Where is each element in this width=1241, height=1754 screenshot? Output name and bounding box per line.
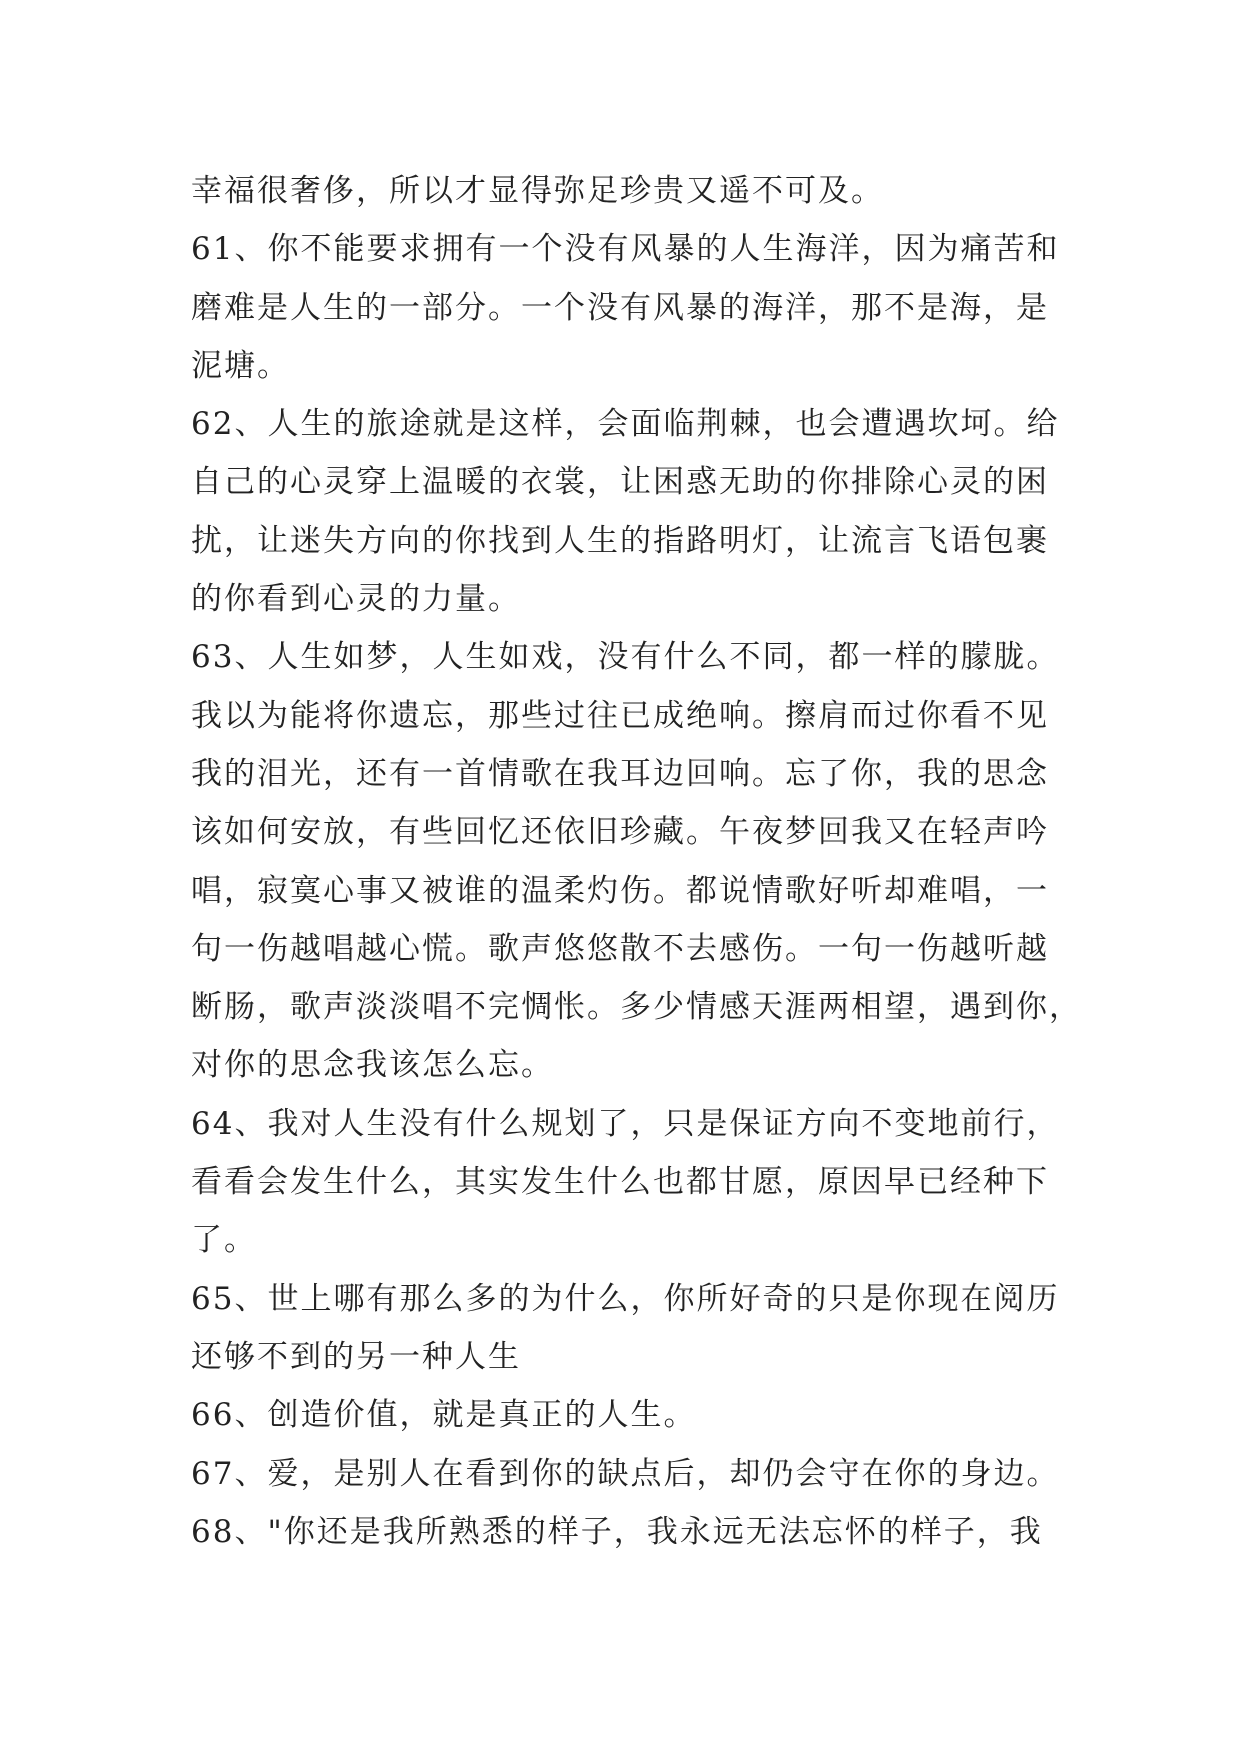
text-line: 65、世上哪有那么多的为什么，你所好奇的只是你现在阅历 (191, 1280, 1060, 1317)
text-line: 的你看到心灵的力量。 (191, 581, 521, 618)
text-line: 扰，让迷失方向的你找到人生的指路明灯，让流言飞语包裹 (191, 522, 1049, 559)
text-line: 我的泪光，还有一首情歌在我耳边回响。忘了你，我的思念 (191, 755, 1049, 792)
text-line: 我以为能将你遗忘，那些过往已成绝响。擦肩而过你看不见 (191, 697, 1049, 734)
text-line: 磨难是人生的一部分。一个没有风暴的海洋，那不是海，是 (191, 289, 1049, 326)
text-line: 66、创造价值，就是真正的人生。 (191, 1397, 697, 1434)
text-line: 该如何安放，有些回忆还依旧珍藏。午夜梦回我又在轻声吟 (191, 814, 1049, 851)
text-line: 幸福很奢侈，所以才显得弥足珍贵又遥不可及。 (191, 173, 884, 209)
text-line: 还够不到的另一种人生 (191, 1338, 521, 1375)
text-line: 了。 (191, 1222, 257, 1259)
text-line: 63、人生如梦，人生如戏，没有什么不同，都一样的朦胧。 (191, 639, 1060, 676)
text-line: 对你的思念我该怎么忘。 (191, 1047, 554, 1084)
text-line: 68、"你还是我所熟悉的样子，我永远无法忘怀的样子，我 (191, 1513, 1043, 1550)
text-line: 唱，寂寞心事又被谁的温柔灼伤。都说情歌好听却难唱，一 (191, 872, 1049, 909)
text-line: 67、爱，是别人在看到你的缺点后，却仍会守在你的身边。 (191, 1455, 1060, 1492)
text-line: 62、人生的旅途就是这样，会面临荆棘，也会遭遇坎坷。给 (191, 406, 1060, 443)
text-line: 句一伤越唱越心慌。歌声悠悠散不去感伤。一句一伤越听越 (191, 930, 1049, 967)
document-body (191, 162, 1082, 1561)
text-line: 看看会发生什么，其实发生什么也都甘愿，原因早已经种下 (191, 1164, 1049, 1201)
text-line: 61、你不能要求拥有一个没有风暴的人生海洋，因为痛苦和 (191, 231, 1060, 268)
text-line: 64、我对人生没有什么规划了，只是保证方向不变地前行， (191, 1105, 1060, 1142)
text-line: 自己的心灵穿上温暖的衣裳，让困惑无助的你排除心灵的困 (191, 464, 1049, 501)
text-line: 断肠，歌声淡淡唱不完惆怅。多少情感天涯两相望，遇到你， (191, 989, 1082, 1026)
text-line: 泥塘。 (191, 347, 290, 384)
